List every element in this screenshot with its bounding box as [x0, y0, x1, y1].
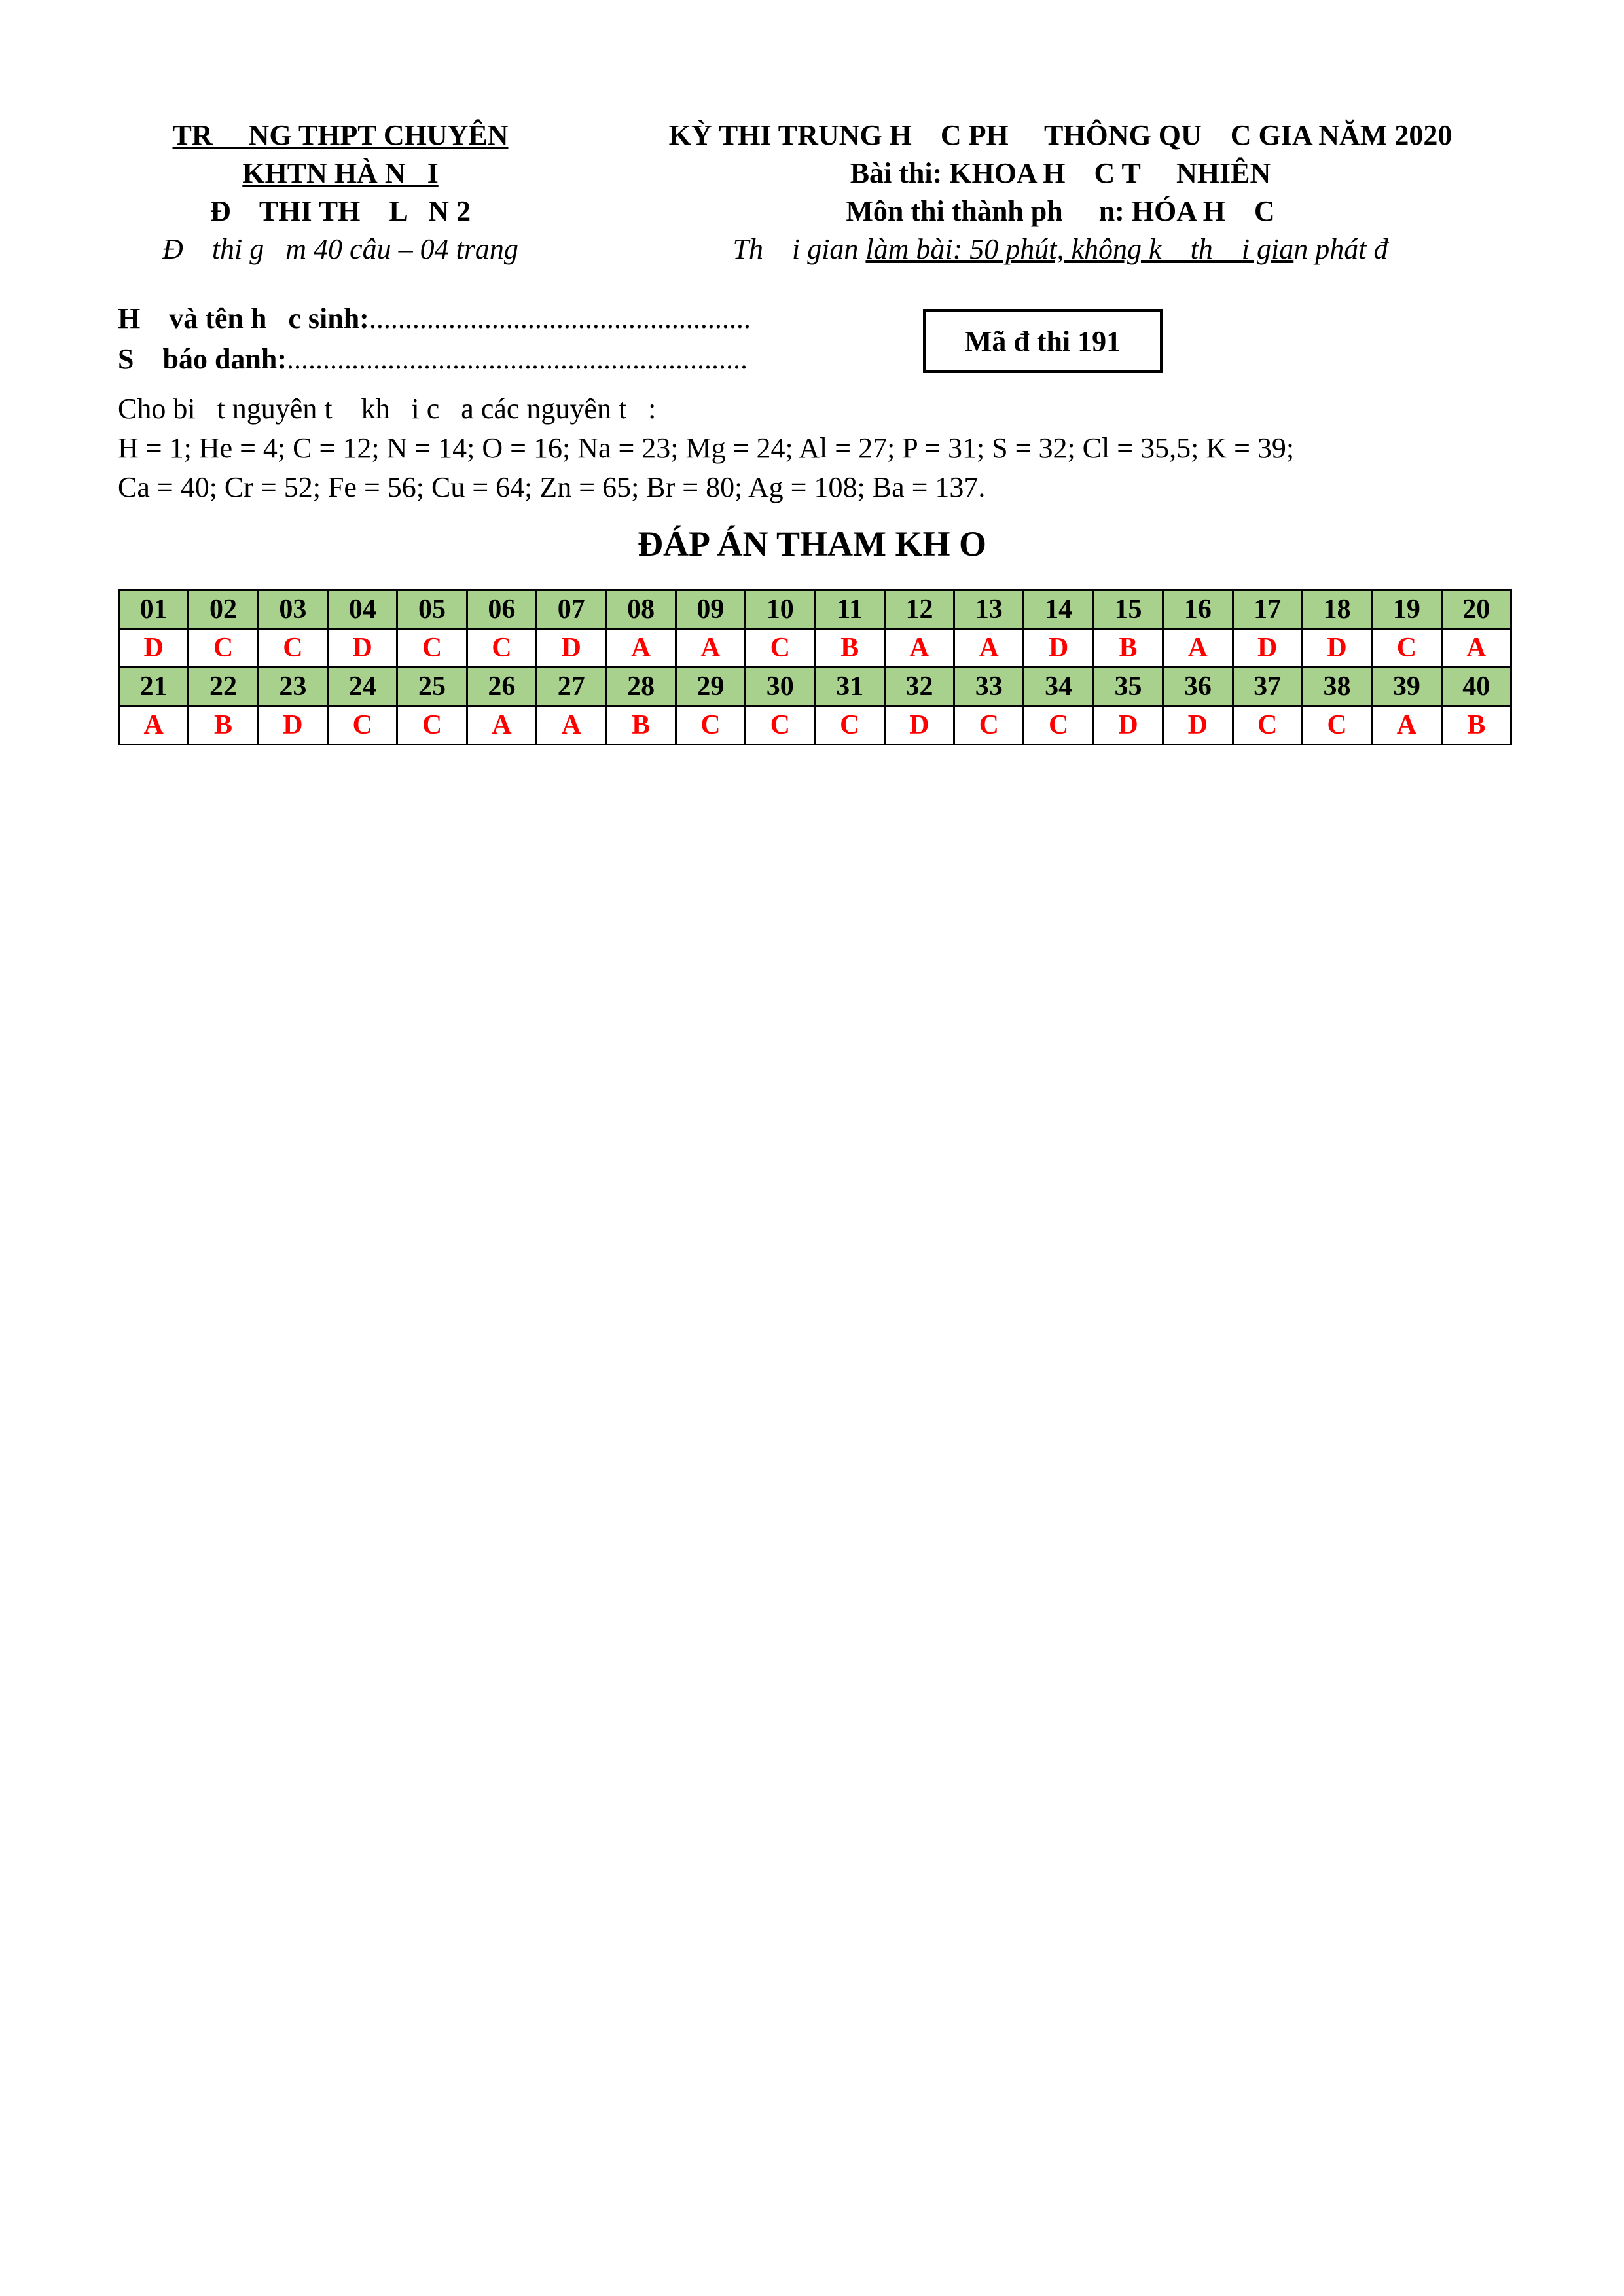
question-number: 11: [815, 590, 884, 629]
answer-letter: C: [397, 629, 467, 668]
exam-round: Đ THI TH L N 2: [209, 195, 471, 227]
answer-letter: C: [1024, 706, 1093, 745]
answer-letter: D: [1163, 706, 1233, 745]
atomic-masses: [118, 389, 1294, 507]
answer-letter: C: [1302, 706, 1371, 745]
atomic-masses-line2: Ca = 40; Cr = 52; Fe = 56; Cu = 64; Zn = 65; Br = 80; Ag = 108; Ba = 137.: [118, 471, 986, 503]
answer-letter: C: [815, 706, 884, 745]
question-number: 29: [676, 668, 745, 706]
answer-letter: A: [1163, 629, 1233, 668]
question-number: 02: [189, 590, 258, 629]
question-number: 07: [537, 590, 606, 629]
question-number: 33: [954, 668, 1024, 706]
answer-letter: B: [189, 706, 258, 745]
question-number: 34: [1024, 668, 1093, 706]
answer-letter: C: [1233, 706, 1302, 745]
question-number: 09: [676, 590, 745, 629]
question-number-row: [119, 668, 1511, 706]
question-number: 32: [884, 668, 954, 706]
time-prefix: Th i gian: [732, 233, 866, 265]
question-number: 28: [606, 668, 676, 706]
question-number: 38: [1302, 668, 1371, 706]
question-number: 20: [1441, 590, 1511, 629]
question-number: 36: [1163, 668, 1233, 706]
question-number: 17: [1233, 590, 1302, 629]
question-number: 23: [258, 668, 327, 706]
student-name-field: .....................................................: [369, 302, 751, 334]
student-id-row: [118, 339, 751, 380]
answer-letter: B: [815, 629, 884, 668]
answer-letter: D: [537, 629, 606, 668]
answer-letter: D: [1093, 706, 1163, 745]
answer-letter: A: [606, 629, 676, 668]
answer-letter: A: [884, 629, 954, 668]
answer-key-table: [118, 589, 1512, 745]
question-number: 08: [606, 590, 676, 629]
question-number: 05: [397, 590, 467, 629]
time-underlined: làm bài: 50 phút, không k th i gia: [865, 233, 1294, 265]
student-name-label: H và tên h c sinh:: [118, 302, 369, 334]
question-number: 22: [189, 668, 258, 706]
answer-letter: C: [676, 706, 745, 745]
question-number: 01: [119, 590, 189, 629]
exam-title: KỲ THI TRUNG H C PH THÔNG QU C GIA NĂM 2020: [668, 119, 1453, 151]
question-number: 18: [1302, 590, 1371, 629]
answer-letter: A: [954, 629, 1024, 668]
answer-letter: C: [258, 629, 327, 668]
answer-letter: D: [119, 629, 189, 668]
question-number: 30: [746, 668, 815, 706]
exam-code-box: [923, 309, 1163, 373]
question-number: 12: [884, 590, 954, 629]
answer-letter: A: [1441, 629, 1511, 668]
answer-key-title: ĐÁP ÁN THAM KH O: [637, 524, 986, 564]
question-number: 15: [1093, 590, 1163, 629]
answer-letter: C: [397, 706, 467, 745]
answer-letter: A: [676, 629, 745, 668]
answer-letter: A: [1372, 706, 1441, 745]
question-number: 04: [328, 590, 397, 629]
question-number: 14: [1024, 590, 1093, 629]
question-number: 40: [1441, 668, 1511, 706]
answer-row: [119, 629, 1511, 668]
answer-letter: C: [746, 629, 815, 668]
question-number: 03: [258, 590, 327, 629]
answer-letter: C: [189, 629, 258, 668]
answer-letter: D: [1024, 629, 1093, 668]
atomic-masses-line1: H = 1; He = 4; C = 12; N = 14; O = 16; Na = 23; Mg = 24; Al = 27; P = 31; S = 32; Cl = 35,5; K = 39;: [118, 432, 1295, 464]
time-limit: [609, 230, 1512, 268]
question-number: 24: [328, 668, 397, 706]
answer-letter: A: [467, 706, 536, 745]
answer-letter: B: [1441, 706, 1511, 745]
answer-letter: B: [606, 706, 676, 745]
answer-letter: C: [467, 629, 536, 668]
test-name: Bài thi: KHOA H C T NHIÊN: [850, 157, 1271, 189]
question-number: 13: [954, 590, 1024, 629]
answer-letter: D: [328, 629, 397, 668]
question-number: 31: [815, 668, 884, 706]
question-number: 26: [467, 668, 536, 706]
answer-letter: D: [884, 706, 954, 745]
student-name-row: [118, 298, 751, 339]
school-name-line2: KHTN HÀ N I: [242, 157, 439, 189]
question-number: 39: [1372, 668, 1441, 706]
answer-letter: A: [537, 706, 606, 745]
exam-header: [609, 117, 1512, 268]
answer-letter: C: [954, 706, 1024, 745]
subject: Môn thi thành ph n: HÓA H C: [846, 195, 1275, 227]
answer-row: [119, 706, 1511, 745]
question-number: 25: [397, 668, 467, 706]
question-number: 27: [537, 668, 606, 706]
answer-letter: C: [328, 706, 397, 745]
question-number: 16: [1163, 590, 1233, 629]
answer-letter: B: [1093, 629, 1163, 668]
question-number: 35: [1093, 668, 1163, 706]
question-number: 19: [1372, 590, 1441, 629]
time-suffix: n phát đ: [1293, 233, 1388, 265]
answer-letter: C: [1372, 629, 1441, 668]
answer-letter: A: [119, 706, 189, 745]
answer-letter: C: [746, 706, 815, 745]
student-id-label: S báo danh:: [118, 343, 287, 375]
school-header: [118, 117, 563, 268]
student-info: [118, 298, 751, 380]
question-number: 10: [746, 590, 815, 629]
student-id-field: ................................................................: [287, 343, 748, 375]
question-number-row: [119, 590, 1511, 629]
question-number: 06: [467, 590, 536, 629]
answer-letter: D: [258, 706, 327, 745]
school-name-line1: TR NG THPT CHUYÊN: [172, 119, 509, 151]
exam-info: Đ thi g m 40 câu – 04 trang: [162, 233, 518, 265]
atomic-masses-intro: Cho bi t nguyên t kh i c a các nguyên t :: [118, 393, 657, 425]
answer-letter: D: [1302, 629, 1371, 668]
question-number: 21: [119, 668, 189, 706]
question-number: 37: [1233, 668, 1302, 706]
exam-code: Mã đ thi 191: [964, 325, 1121, 357]
answer-letter: D: [1233, 629, 1302, 668]
